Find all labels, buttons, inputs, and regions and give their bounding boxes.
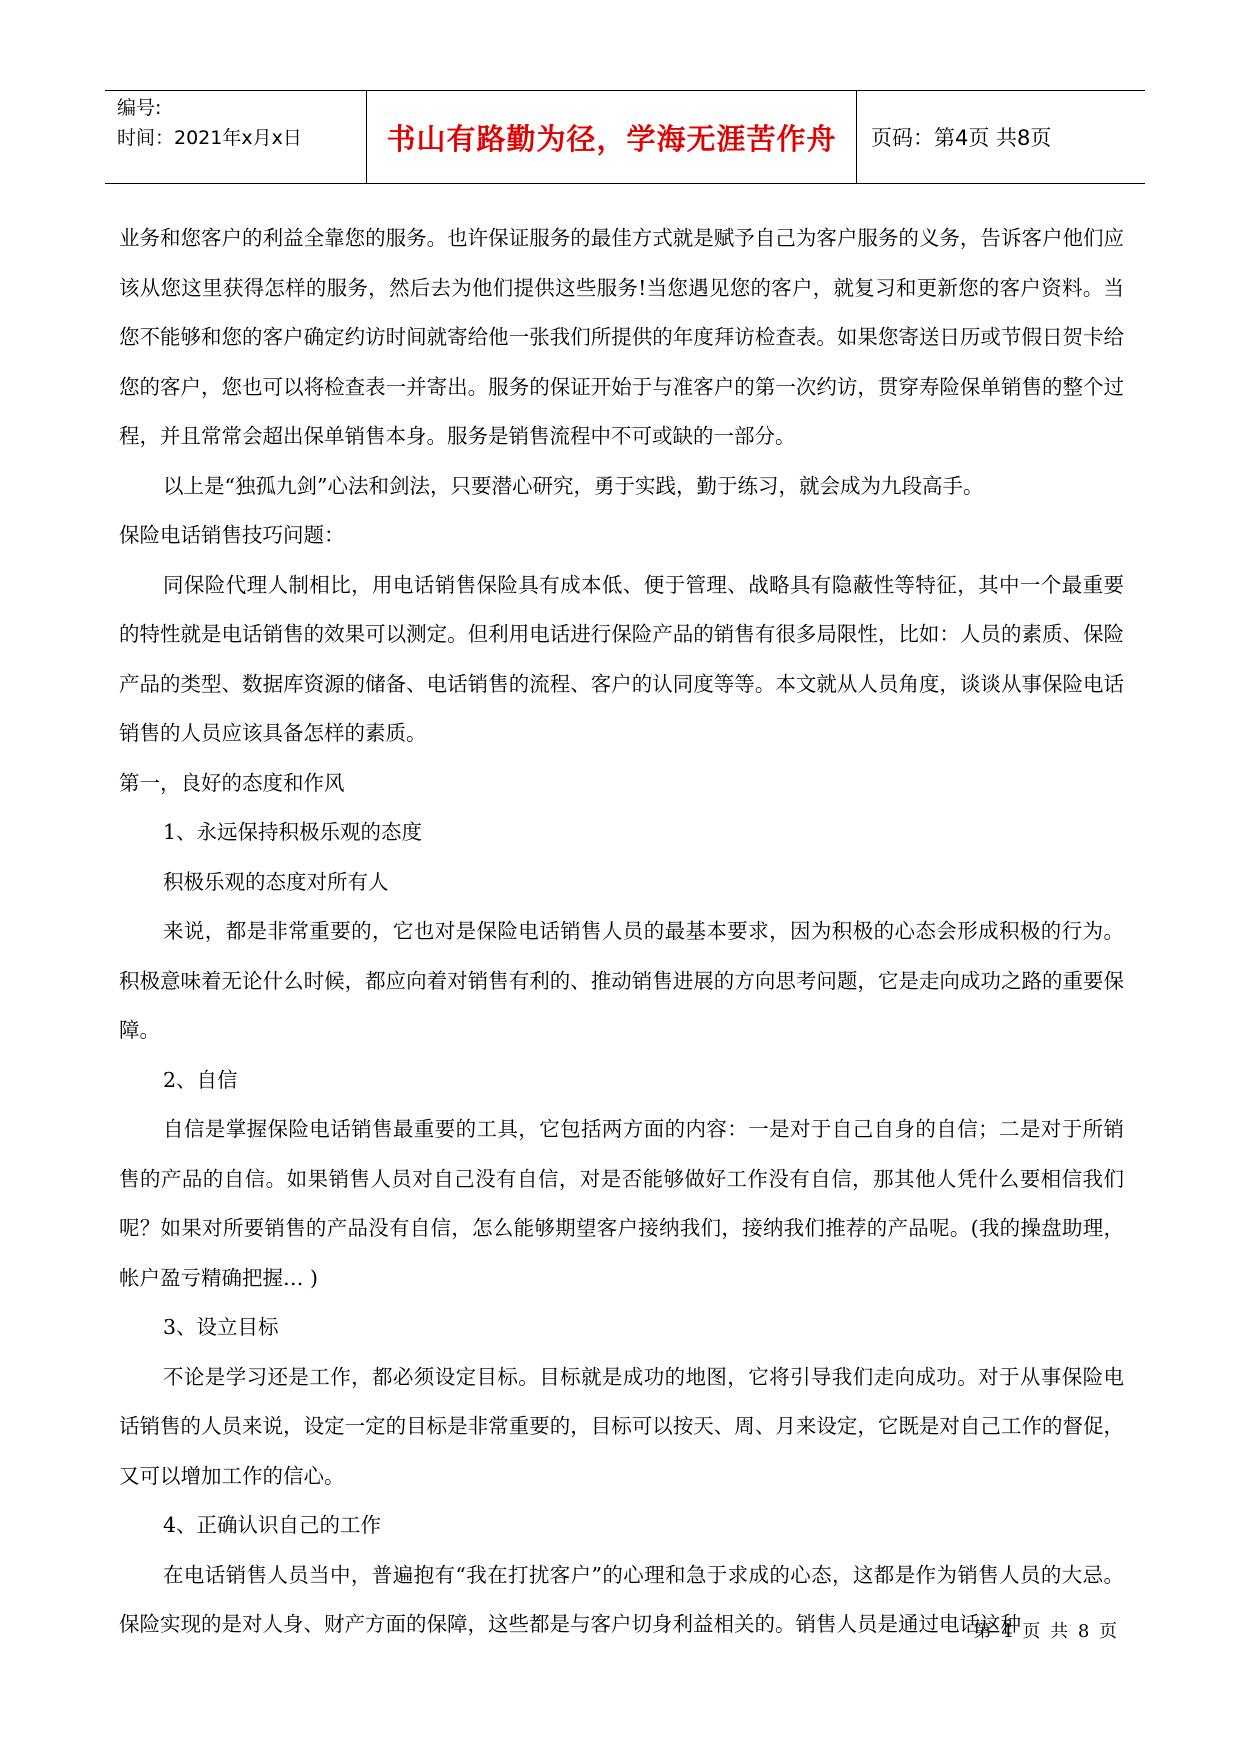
header-motto: 书山有路勤为径，学海无涯苦作舟 <box>386 121 837 156</box>
subsection-heading: 4、正确认识自己的工作 <box>163 1513 382 1537</box>
document-number-label: 编号: <box>117 97 162 119</box>
body-paragraph: 以上是“独孤九剑”心法和剑法，只要潜心研究，勇于实践，勤于练习，就会成为九段高手。 <box>163 473 984 498</box>
section-heading: 第一，良好的态度和作风 <box>119 770 345 795</box>
body-paragraph: 自信是掌握保险电话销售最重要的工具，它包括两方面的内容：一是对于自己自身的自信；二是对于所销售的产品的自信。如果销售人员对自己没有自信，对是否能够做好工作没有自信，那其他人凭什么要相信我们呢？如果对所要销售的产品没有自信，怎么能够期望客户接纳我们，接纳我们推荐的产品呢。(我的操盘助理，帐户盈亏精确把握… ) <box>119 1117 1124 1290</box>
body-paragraph: 不论是学习还是工作，都必须设定目标。目标就是成功的地图，它将引导我们走向成功。对于从事保险电话销售的人员来说，设定一定的目标是非常重要的，目标可以按天、周、月来设定，它既是对自己工作的督促，又可以增加工作的信心。 <box>119 1364 1124 1488</box>
document-body <box>119 214 1124 1650</box>
body-paragraph: 业务和您客户的利益全靠您的服务。也许保证服务的最佳方式就是赋予自己为客户服务的义务，告诉客户他们应该从您这里获得怎样的服务，然后去为他们提供这些服务!当您遇见您的客户，就复习和更新您的客户资料。当您不能够和您的客户确定约访时间就寄给他一张我们所提供的年度拜访检查表。如果您寄送日历或节假日贺卡给您的客户，您也可以将检查表一并寄出。服务的保证开始于与准客户的第一次约访，贯穿寿险保单销售的整个过程，并且常常会超出保单销售本身。服务是销售流程中不可或缺的一部分。 <box>119 226 1124 448</box>
body-paragraph: 在电话销售人员当中，普遍抱有“我在打扰客户”的心理和急于求成的心态，这都是作为销售人员的大忌。保险实现的是对人身、财产方面的保障，这些都是与客户切身利益相关的。销售人员是通过电话这种 <box>119 1562 1124 1636</box>
header-page-cell <box>857 91 1145 183</box>
body-paragraph: 积极乐观的态度对所有人 <box>163 869 389 894</box>
document-time-label: 时间：2021年x月x日 <box>117 127 302 149</box>
header-meta-cell <box>105 91 367 183</box>
header-motto-cell <box>367 91 857 183</box>
subsection-heading: 3、设立目标 <box>163 1315 279 1339</box>
subsection-heading: 2、自信 <box>163 1067 238 1092</box>
body-paragraph: 来说，都是非常重要的，它也对是保险电话销售人员的最基本要求，因为积极的心态会形成积极的行为。积极意味着无论什么时候，都应向着对销售有利的、推动销售进展的方向思考问题，它是走向成功之路的重要保障。 <box>119 919 1124 1042</box>
page-footer-number: 第 4 页 共 8 页 <box>973 1621 1119 1642</box>
section-heading: 保险电话销售技巧问题： <box>119 523 345 547</box>
page-header-table <box>105 90 1145 184</box>
header-page-code: 页码：第4页 共8页 <box>871 126 1052 150</box>
subsection-heading: 1、永远保持积极乐观的态度 <box>163 820 423 844</box>
body-paragraph: 同保险代理人制相比，用电话销售保险具有成本低、便于管理、战略具有隐蔽性等特征，其中一个最重要的特性就是电话销售的效果可以测定。但利用电话进行保险产品的销售有很多局限性，比如：人员的素质、保险产品的类型、数据库资源的储备、电话销售的流程、客户的认同度等等。本文就从人员角度，谈谈从事保险电话销售的人员应该具备怎样的素质。 <box>119 572 1124 745</box>
